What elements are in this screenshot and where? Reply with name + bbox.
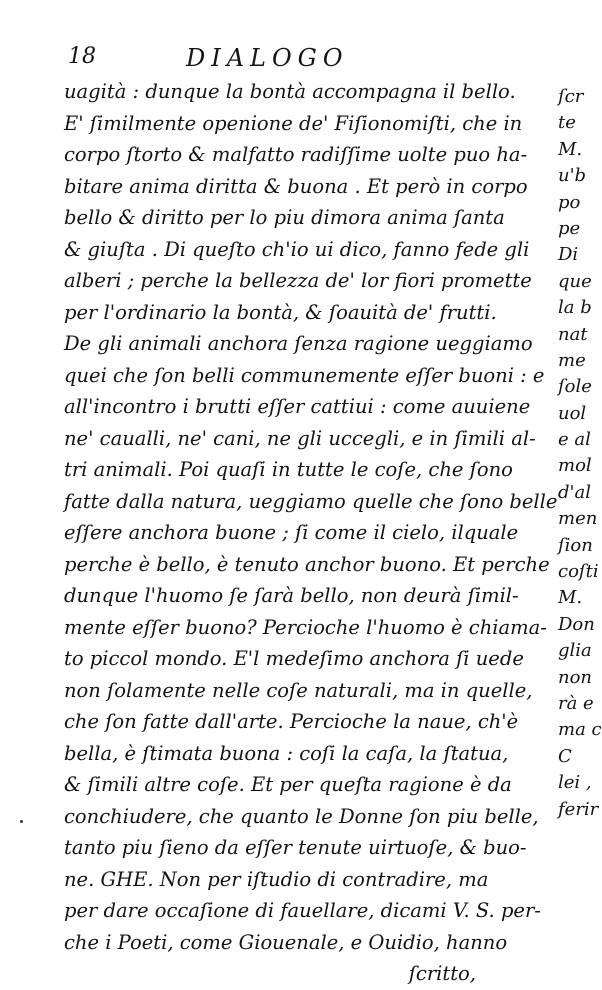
facing-page-line: ſion	[558, 534, 593, 556]
facing-page-line: glia	[558, 640, 592, 662]
catchword: ſcritto,	[408, 962, 476, 985]
facing-page-line: men	[558, 508, 598, 530]
text-line: che i Poeti, come Giouenale, e Ouidio, hanno	[64, 930, 508, 954]
text-line: De gli animali anchora ſenza ragione ueggiamo	[64, 332, 533, 355]
facing-page-line: Don	[558, 613, 595, 635]
text-line: alberi ; perche la bellezza de' lor fiori promette	[64, 269, 532, 292]
text-line: to piccol mondo. E'l medeſimo anchora ſi uede	[64, 647, 524, 670]
facing-page-line: po	[558, 191, 581, 213]
text-line: tanto piu ſieno da eſſer tenute uirtuoſe, & buo-	[64, 836, 527, 859]
text-line: ne' caualli, ne' cani, ne gli uccegli, e in ſimili al-	[64, 426, 536, 450]
text-line: per l'ordinario la bontà, & ſoauità de' frutti.	[64, 300, 497, 324]
text-line: corpo ſtorto & malfatto radiſſime uolte puo ha-	[64, 143, 528, 166]
facing-page-line: uol	[558, 402, 587, 424]
text-line: bitare anima diritta & buona . Et però in corpo	[64, 174, 528, 198]
facing-page-line: Di	[558, 244, 579, 266]
text-line: & giuſta . Di queſto ch'io ui dico, fanno fede gli	[64, 237, 530, 261]
text-line: uagità : dunque la bontà accompagna il bello.	[64, 80, 516, 103]
text-line: quei che ſon belli communemente eſſer buoni : e	[64, 363, 545, 387]
text-line: che ſon fatte dall'arte. Percioche la naue, ch'è	[64, 710, 519, 733]
text-line: bella, è ſtimata buona : coſi la caſa, la ſtatua,	[64, 741, 509, 765]
facing-page-line: M.	[558, 587, 583, 609]
text-line: eſſere anchora buone ; ſi come il cielo, ilquale	[64, 521, 519, 544]
text-line: per dare occaſione di fauellare, dicami V. S. per-	[64, 899, 541, 922]
facing-page-line: ſole	[558, 376, 592, 398]
text-line: dunque l'huomo ſe ſarà bello, non deurà ſimil-	[64, 584, 519, 607]
text-line: E' ſimilmente openione de' Fiſionomiſti, che in	[64, 111, 523, 135]
facing-page-line: e al	[558, 429, 591, 451]
facing-page-line: d'al	[558, 481, 591, 503]
text-line: bello & diritto per lo piu dimora anima ſanta	[64, 206, 505, 229]
facing-page-line: ſcr	[558, 86, 584, 107]
facing-page-line: rà e	[558, 692, 594, 714]
facing-page-line: C	[558, 745, 572, 767]
text-line: fatte dalla natura, ueggiamo quelle che ſono belle	[64, 489, 558, 513]
facing-page-fragment	[558, 84, 602, 823]
facing-page-line: la b	[558, 297, 592, 319]
text-line: all'incontro i brutti eſſer cattiui : come auuiene	[64, 395, 531, 418]
text-line: conchiudere, che quanto le Donne ſon piu belle,	[64, 804, 539, 828]
facing-page-line: nat	[558, 323, 588, 345]
text-line: tri animali. Poi quaſi in tutte le coſe, che ſono	[64, 458, 513, 481]
ink-speck	[20, 820, 23, 823]
facing-page-line: te	[558, 112, 576, 134]
page-number: 18	[68, 44, 96, 69]
running-title: DIALOGO	[186, 44, 349, 72]
facing-page-line: pe	[558, 217, 581, 239]
text-line: & ſimili altre coſe. Et per queſta ragione è da	[64, 773, 512, 796]
facing-page-line: coſti	[558, 561, 599, 583]
text-line: non ſolamente nelle coſe naturali, ma in quelle,	[64, 678, 533, 702]
facing-page-line: mol	[558, 455, 592, 477]
facing-page-line: ma c	[558, 719, 602, 741]
text-line: perche è bello, è tenuto anchor buono. Et perche	[64, 552, 550, 576]
facing-page-line: me	[558, 349, 586, 371]
facing-page-line: que	[558, 270, 592, 292]
main-text-column	[64, 76, 558, 990]
text-line: ne. GHE. Non per iſtudio di contradire, ma	[64, 867, 489, 891]
text-line: mente eſſer buono? Percioche l'huomo è chiama-	[64, 615, 547, 639]
facing-page-line: ferir	[558, 798, 599, 820]
facing-page-line: M.	[558, 138, 583, 160]
facing-page-line: lei ,	[558, 772, 592, 794]
page-header	[68, 44, 488, 80]
facing-page-line: u'b	[558, 165, 587, 187]
facing-page-line: non	[558, 666, 593, 688]
